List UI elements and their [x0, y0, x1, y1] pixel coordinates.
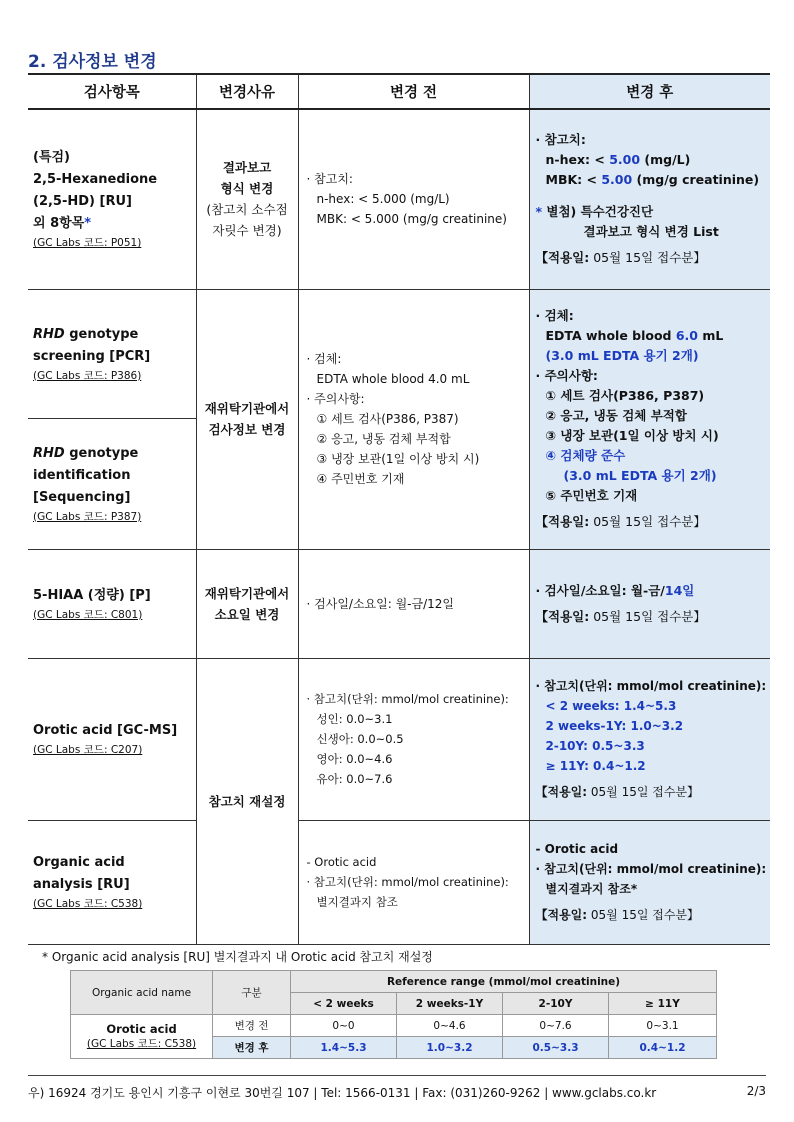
item-cell: (특검) 2,5-Hexanedione (2,5-HD) [RU] 외 8항목* (GC Labs 코드: P051): [28, 109, 196, 289]
reason-cell: 참고치 재설정: [196, 658, 298, 944]
after-cell: · 참고치: n-hex: < 5.00 (mg/L) MBK: < 5.00 (mg/g creatinine) * 별첨) 특수건강진단 결과보고 형식 변경 List 【적용일: 05월 15일 접수분】: [529, 109, 770, 289]
ref-before-value: 0~0: [291, 1015, 397, 1037]
ref-header-division: 구분: [213, 971, 291, 1015]
header-after: 변경 후: [529, 74, 770, 109]
table-row: [28, 658, 770, 820]
page-footer: [28, 1075, 766, 1101]
ref-before-value: 0~7.6: [503, 1015, 609, 1037]
ref-header-name: Organic acid name: [71, 971, 213, 1015]
change-table: [28, 73, 770, 945]
test-code: (GC Labs 코드: C538): [33, 898, 143, 910]
apply-date: 【적용일: 05월 15일 접수분】: [535, 250, 706, 266]
before-cell: - Orotic acid · 참고치(단위: mmol/mol creatinine): 별지결과지 참조: [298, 820, 529, 944]
table-header-row: [28, 74, 770, 109]
table-row: [28, 549, 770, 658]
table-row: [28, 289, 770, 418]
item-cell: RHD genotype identification [Sequencing] (GC Labs 코드: P387): [28, 418, 196, 549]
footer-address: 우) 16924 경기도 용인시 기흥구 이현로 30번길 107 | Tel: 1566-0131 | Fax: (031)260-9262 | www.gclabs.co.kr: [28, 1086, 657, 1100]
after-cell: · 검체: EDTA whole blood 6.0 mL (3.0 mL EDTA 용기 2개) · 주의사항: ① 세트 검사(P386, P387) ② 응고, 냉동 검체 부적합 ③ 냉장 보관(1일 이상 방치 시) ④ 검체량 준수 (3.0 mL EDTA 용기 2개) ⑤ 주민번호 기재 【적용일: 05월 15일 접수분】: [529, 289, 770, 549]
ref-col-header: < 2 weeks: [291, 993, 397, 1015]
before-cell: · 검체: EDTA whole blood 4.0 mL · 주의사항: ① 세트 검사(P386, P387) ② 응고, 냉동 검체 부적합 ③ 냉장 보관(1일 이상 방치 시) ④ 주민번호 기재: [298, 289, 529, 549]
test-code: (GC Labs 코드: C207): [33, 744, 143, 756]
reason-cell: 재위탁기관에서 검사정보 변경: [196, 289, 298, 549]
after-cell: - Orotic acid · 참고치(단위: mmol/mol creatinine): 별지결과지 참조* 【적용일: 05월 15일 접수분】: [529, 820, 770, 944]
ref-after-value: 0.5~3.3: [503, 1037, 609, 1059]
item-cell: Orotic acid [GC-MS] (GC Labs 코드: C207): [28, 658, 196, 820]
ref-col-header: 2-10Y: [503, 993, 609, 1015]
before-cell: · 참고치: n-hex: < 5.000 (mg/L) MBK: < 5.000 (mg/g creatinine): [298, 109, 529, 289]
apply-date: 【적용일: 05월 15일 접수분】: [535, 908, 700, 922]
ref-test-name: Orotic acid (GC Labs 코드: C538): [71, 1015, 213, 1059]
section-title: 2. 검사정보 변경: [28, 52, 157, 72]
page-number: 2/3: [746, 1084, 766, 1098]
ref-after-value: 1.4~5.3: [291, 1037, 397, 1059]
ref-col-header: 2 weeks-1Y: [397, 993, 503, 1015]
ref-before-label: 변경 전: [213, 1015, 291, 1037]
reason-cell: 재위탁기관에서 소요일 변경: [196, 549, 298, 658]
footnote: * Organic acid analysis [RU] 별지결과지 내 Orotic acid 참고치 재설정: [42, 950, 433, 964]
ref-header-range: Reference range (mmol/mol creatinine): [291, 971, 717, 993]
reason-cell: 결과보고 형식 변경 (참고치 소수점 자릿수 변경): [196, 109, 298, 289]
ref-before-value: 0~4.6: [397, 1015, 503, 1037]
test-code: (GC Labs 코드: P386): [33, 369, 142, 382]
item-cell: Organic acid analysis [RU] (GC Labs 코드: C538): [28, 820, 196, 944]
apply-date: 【적용일: 05월 15일 접수분】: [535, 514, 706, 529]
before-cell: · 검사일/소요일: 월-금/12일: [298, 549, 529, 658]
item-cell: RHD genotype screening [PCR] (GC Labs 코드: P386): [28, 289, 196, 418]
header-item: 검사항목: [28, 74, 196, 109]
table-row: [28, 820, 770, 944]
before-cell: · 참고치(단위: mmol/mol creatinine): 성인: 0.0~3.1 신생아: 0.0~0.5 영아: 0.0~4.6 유아: 0.0~7.6: [298, 658, 529, 820]
apply-date: 【적용일: 05월 15일 접수분】: [535, 608, 706, 624]
reference-range-table: [70, 970, 717, 1059]
item-cell: 5-HIAA (정량) [P] (GC Labs 코드: C801): [28, 549, 196, 658]
test-code: (GC Labs 코드: C801): [33, 608, 143, 621]
ref-after-value: 0.4~1.2: [609, 1037, 717, 1059]
test-code: (GC Labs 코드: P387): [33, 510, 142, 523]
asterisk-mark: *: [84, 216, 92, 232]
table-row: [28, 109, 770, 289]
test-code: (GC Labs 코드: P051): [33, 237, 142, 250]
header-before: 변경 전: [298, 74, 529, 109]
ref-after-value: 1.0~3.2: [397, 1037, 503, 1059]
apply-date: 【적용일: 05월 15일 접수분】: [535, 785, 700, 799]
ref-after-label: 변경 후: [213, 1037, 291, 1059]
after-cell: · 참고치(단위: mmol/mol creatinine): < 2 weeks: 1.4~5.3 2 weeks-1Y: 1.0~3.2 2-10Y: 0.5~3.3 ≥ 11Y: 0.4~1.2 【적용일: 05월 15일 접수분】: [529, 658, 770, 820]
ref-before-value: 0~3.1: [609, 1015, 717, 1037]
after-cell: · 검사일/소요일: 월-금/14일 【적용일: 05월 15일 접수분】: [529, 549, 770, 658]
ref-col-header: ≥ 11Y: [609, 993, 717, 1015]
header-reason: 변경사유: [196, 74, 298, 109]
